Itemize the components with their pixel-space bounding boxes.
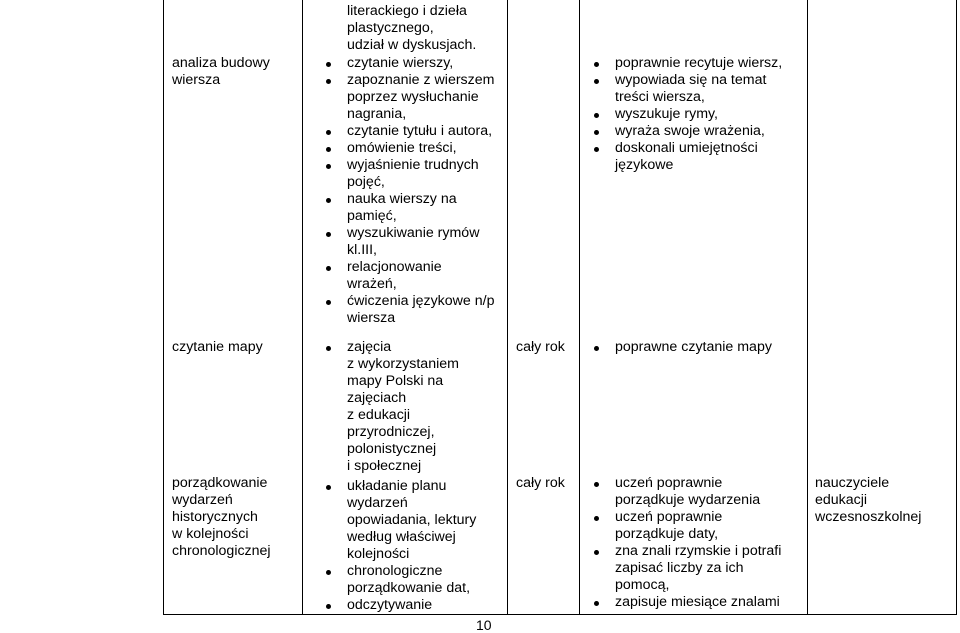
list-item-text: chronologiczne xyxy=(347,563,443,579)
outcomes-list xyxy=(615,339,772,356)
list-item xyxy=(347,225,494,259)
list-item-text: porządkowanie dat, xyxy=(347,580,471,596)
list-item-text: uczeń poprawnie xyxy=(615,475,723,491)
table-border-c1 xyxy=(302,0,303,615)
list-item-text: omówienie treści, xyxy=(347,140,457,156)
list-item xyxy=(615,106,782,123)
list-item-text: poprawnie recytuje wiersz, xyxy=(615,55,783,71)
topic-line: chronologicznej xyxy=(172,543,271,559)
list-item xyxy=(347,157,494,191)
list-item xyxy=(347,293,494,327)
topic-cell xyxy=(172,475,271,560)
list-item-text: wyszukiwanie rymów xyxy=(347,225,480,241)
list-item-text: wypowiada się na temat xyxy=(615,72,767,88)
list-item-text: nagrania, xyxy=(347,106,407,122)
list-item-text: pojęć, xyxy=(347,174,385,190)
list-item xyxy=(615,509,781,543)
time-cell xyxy=(516,339,565,356)
list-item-text: uczeń poprawnie xyxy=(615,509,723,525)
list-item-text: zajęcia xyxy=(347,339,392,355)
list-item xyxy=(347,597,476,614)
topic-line: w kolejności xyxy=(172,526,249,542)
list-item xyxy=(615,123,782,140)
list-item xyxy=(347,191,494,225)
list-item xyxy=(615,543,781,594)
list-item-text: z edukacji xyxy=(347,407,411,423)
topic-line: analiza budowy xyxy=(172,55,270,71)
table-border-c3 xyxy=(579,0,580,615)
list-item-text: zna znali rzymskie i potrafi xyxy=(615,543,782,559)
list-item xyxy=(347,72,494,123)
teacher-line: wczesnoszkolnej xyxy=(815,509,922,525)
table-border-c2 xyxy=(507,0,508,615)
topic-cell xyxy=(172,55,270,89)
topic-line: czytanie mapy xyxy=(172,339,263,355)
list-item-text: językowe xyxy=(615,157,674,173)
list-item-text: wyraża swoje wrażenia, xyxy=(615,123,765,139)
table-border-left xyxy=(163,0,164,615)
methods-list xyxy=(347,55,494,327)
list-item xyxy=(615,72,782,106)
list-item xyxy=(615,140,782,174)
methods-list xyxy=(347,478,476,614)
topic-line: porządkowanie xyxy=(172,475,268,491)
time-text: cały rok xyxy=(516,475,565,491)
list-item-text: przyrodniczej, xyxy=(347,424,435,440)
list-item-text: poprawne czytanie mapy xyxy=(615,339,772,355)
list-item xyxy=(347,563,476,597)
list-item xyxy=(347,259,494,293)
topic-line: historycznych xyxy=(172,509,258,525)
table-border-bottom xyxy=(163,614,957,615)
continuation-line: plastycznego, xyxy=(347,20,434,36)
list-item-text: czytanie wierszy, xyxy=(347,55,454,71)
list-item xyxy=(615,475,781,509)
list-item-text: kolejności xyxy=(347,546,410,562)
list-item-text: kl.III, xyxy=(347,242,377,258)
list-item-text: według właściwej xyxy=(347,529,456,545)
list-item-text: porządkuje daty, xyxy=(615,526,719,542)
list-item xyxy=(347,339,459,475)
list-item-text: doskonali umiejętności xyxy=(615,140,758,156)
list-item-text: układanie planu xyxy=(347,478,447,494)
list-item-text: pamięć, xyxy=(347,208,397,224)
teacher-line: edukacji xyxy=(815,492,868,508)
list-item-text: zapoznanie z wierszem xyxy=(347,72,495,88)
list-item-text: zapisuje miesiące znalami xyxy=(615,594,780,610)
list-item-text: poprzez wysłuchanie xyxy=(347,89,479,105)
list-item-text: pomocą, xyxy=(615,577,670,593)
list-item-text: polonistycznej xyxy=(347,441,437,457)
list-item-text: i społecznej xyxy=(347,458,422,474)
list-item-text: wydarzeń xyxy=(347,495,408,511)
continuation-line: literackiego i dzieła xyxy=(347,3,467,19)
list-item xyxy=(615,55,782,72)
continuation-line: udział w dyskusjach. xyxy=(347,37,477,53)
topic-line: wydarzeń xyxy=(172,492,233,508)
list-item-text: relacjonowanie xyxy=(347,259,442,275)
time-text: cały rok xyxy=(516,339,565,355)
list-item xyxy=(347,55,494,72)
outcomes-list xyxy=(615,55,782,174)
topic-cell xyxy=(172,339,263,356)
teacher-cell xyxy=(815,475,921,526)
list-item xyxy=(347,478,476,563)
methods-list xyxy=(347,339,459,475)
list-item-text: zapisać liczby za ich xyxy=(615,560,744,576)
table-border-right xyxy=(956,0,957,615)
table-border-c4 xyxy=(807,0,808,615)
list-item-text: porządkuje wydarzenia xyxy=(615,492,761,508)
list-item-text: odczytywanie xyxy=(347,597,433,613)
list-item-text: nauka wierszy na xyxy=(347,191,457,207)
list-item-text: wiersza xyxy=(347,310,396,326)
list-item-text: wyjaśnienie trudnych xyxy=(347,157,479,173)
list-item xyxy=(615,594,781,611)
list-item-text: wyszukuje rymy, xyxy=(615,106,719,122)
list-item-text: mapy Polski na xyxy=(347,373,444,389)
topic-line: wiersza xyxy=(172,72,221,88)
time-cell xyxy=(516,475,565,492)
continuation-text xyxy=(347,3,476,54)
list-item-text: opowiadania, lektury xyxy=(347,512,477,528)
list-item xyxy=(347,140,494,157)
list-item-text: z wykorzystaniem xyxy=(347,356,459,372)
list-item-text: ćwiczenia językowe n/p xyxy=(347,293,495,309)
teacher-line: nauczyciele xyxy=(815,475,890,491)
list-item xyxy=(347,123,494,140)
list-item-text: zajęciach xyxy=(347,390,407,406)
outcomes-list xyxy=(615,475,781,611)
list-item xyxy=(615,339,772,356)
list-item-text: treści wiersza, xyxy=(615,89,705,105)
list-item-text: czytanie tytułu i autora, xyxy=(347,123,493,139)
list-item-text: wrażeń, xyxy=(347,276,397,292)
page-number: 10 xyxy=(476,617,492,633)
